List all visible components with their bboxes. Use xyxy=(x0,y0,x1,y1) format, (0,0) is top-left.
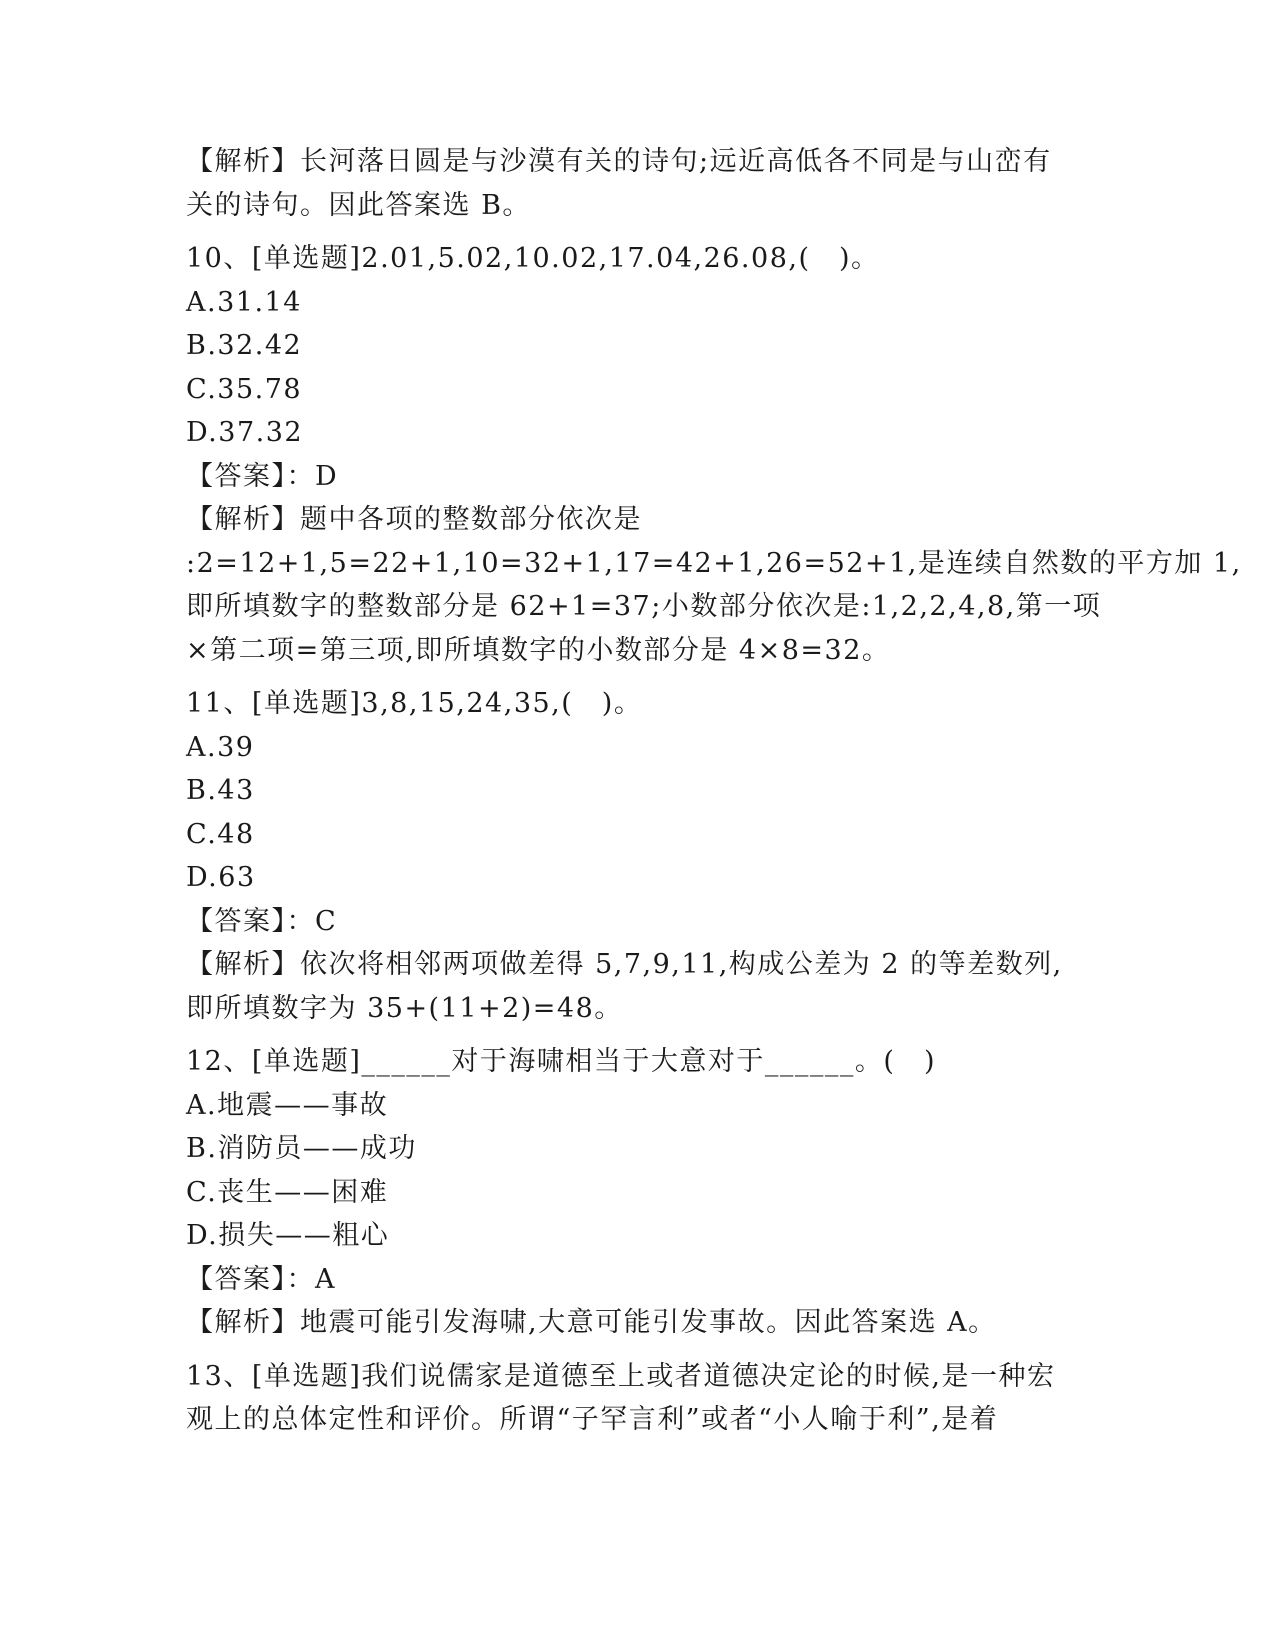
text-line: 10、[单选题]2.01,5.02,10.02,17.04,26.08,( )。 xyxy=(186,243,880,274)
text-line: 【解析】地震可能引发海啸,大意可能引发事故。因此答案选 A。 xyxy=(186,1307,997,1338)
text-line: A.地震——事故 xyxy=(186,1089,389,1121)
text-line: C.48 xyxy=(186,818,255,850)
text-line: D.37.32 xyxy=(186,417,304,448)
document-page xyxy=(186,140,1242,1442)
text-line: B.消防员——成功 xyxy=(186,1133,417,1164)
text-line: 即所填数字为 35+(11+2)=48。 xyxy=(186,992,623,1024)
paragraph-gap xyxy=(186,672,1086,682)
text-line: 关的诗句。因此答案选 B。 xyxy=(186,189,531,221)
paragraph-gap xyxy=(186,1030,1086,1040)
text-line: 11、[单选题]3,8,15,24,35,( )。 xyxy=(186,688,643,719)
text-line: C.丧生——困难 xyxy=(186,1176,389,1208)
text-line: 12、[单选题]______对于海啸相当于大意对于______。( ) xyxy=(186,1046,936,1077)
text-line: ×第二项=第三项,即所填数字的小数部分是 4×8=32。 xyxy=(186,634,891,666)
paragraph-gap xyxy=(186,227,1086,237)
text-line: B.43 xyxy=(186,775,255,806)
text-line: 【解析】依次将相邻两项做差得 5,7,9,11,构成公差为 2 的等差数列, xyxy=(186,949,1063,980)
paragraph-gap xyxy=(186,1345,1086,1355)
text-line: A.31.14 xyxy=(186,286,302,318)
text-line: B.32.42 xyxy=(186,330,303,361)
text-line: 即所填数字的整数部分是 62+1=37;小数部分依次是:1,2,2,4,8,第一项 xyxy=(186,591,1102,622)
text-line: 【解析】题中各项的整数部分依次是 xyxy=(186,504,642,535)
text-line: :2=12+1,5=22+1,10=32+1,17=42+1,26=52+1,是连续自然数的平方加 1, xyxy=(186,547,1242,579)
text-line: 13、[单选题]我们说儒家是道德至上或者道德决定论的时候,是一种宏 xyxy=(186,1360,1056,1392)
text-line: A.39 xyxy=(186,731,255,763)
text-line: D.63 xyxy=(186,862,256,893)
text-line: 【答案】：D xyxy=(186,460,339,492)
text-line: C.35.78 xyxy=(186,373,303,405)
text-line: 【答案】：C xyxy=(186,905,338,937)
text-line: 观上的总体定性和评价。所谓“子罕言利”或者“小人喻于利”,是着 xyxy=(186,1404,999,1435)
text-line: 【解析】长河落日圆是与沙漠有关的诗句;远近高低各不同是与山峦有 xyxy=(186,146,1052,177)
text-line: 【答案】：A xyxy=(186,1263,336,1295)
text-line: D.损失——粗心 xyxy=(186,1220,390,1251)
